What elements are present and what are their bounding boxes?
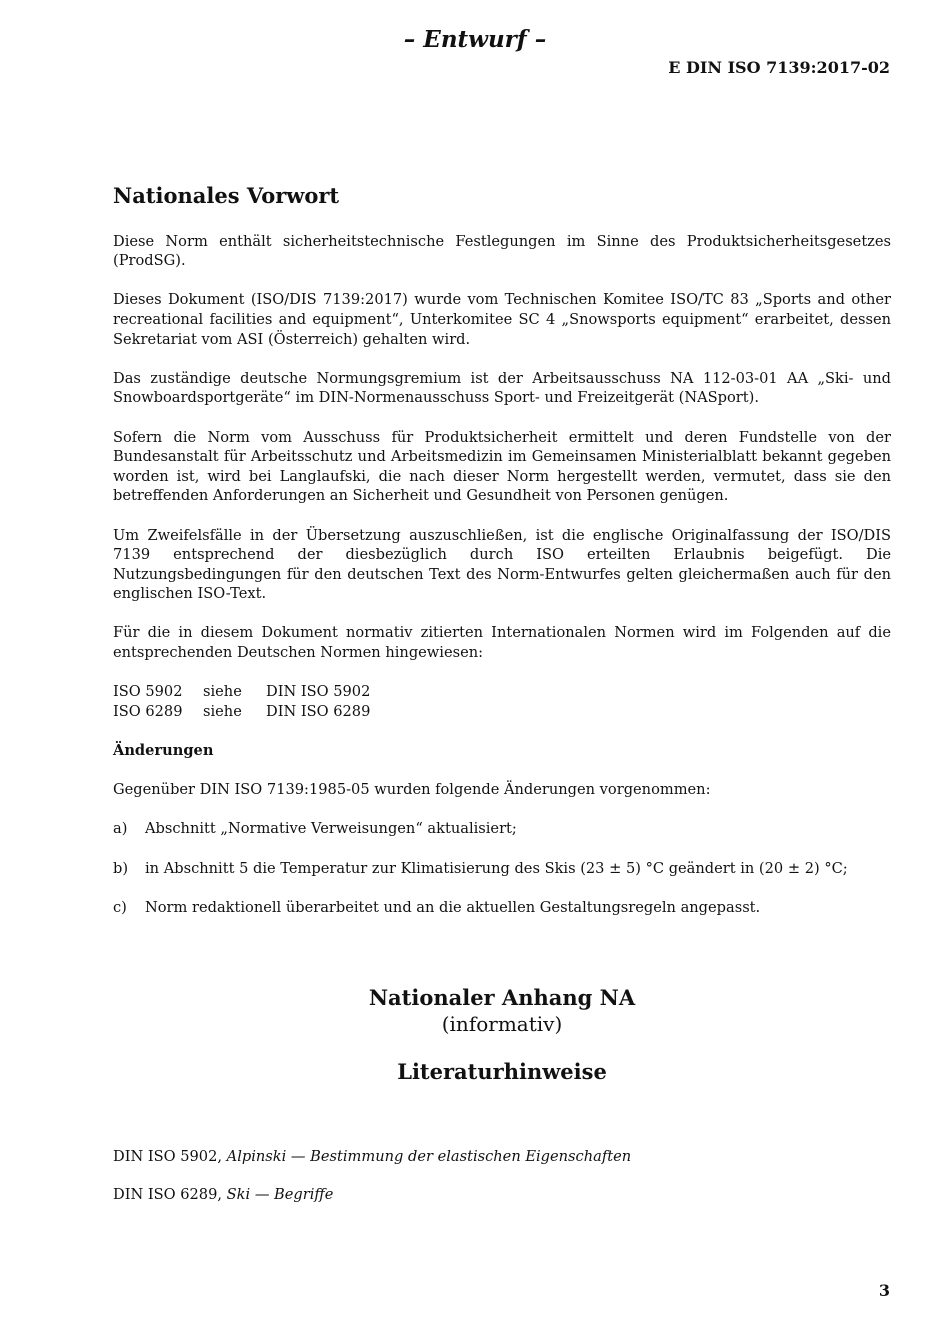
paragraph: Diese Norm enthält sicherheitstechnische Festlegungen im Sinne des Produktsicherheitsgesetzes (ProdSG). <box>113 232 891 270</box>
changes-intro: Gegenüber DIN ISO 7139:1985-05 wurden folgende Änderungen vorgenommen: <box>113 781 711 799</box>
paragraph: Das zuständige deutsche Normungsgremium ist der Arbeitsausschuss NA 112-03-01 AA „Ski- und Snowboardsportgeräte“ im DIN-Normenausschuss Sport- und Freizeitgerät (NASport). <box>113 369 891 407</box>
bibliography-ref: DIN ISO 6289, <box>113 1185 223 1203</box>
list-marker: b) <box>113 859 129 877</box>
annex-subtitle: (informativ) <box>441 1012 563 1036</box>
foreword-title: Nationales Vorwort <box>113 183 340 208</box>
list-marker: c) <box>113 898 127 916</box>
iso-ref: ISO 5902 <box>113 683 183 701</box>
paragraph: Sofern die Norm vom Ausschuss für Produktsicherheit ermittelt und deren Fundstelle von der Bundesanstalt für Arbeitsschutz und Arbeitsmedizin im Gemeinsamen Ministerialblatt bekannt gegeben worden ist, wird bei Langlaufski, die nach dieser Norm hergestellt werden, vermutet, dass sie den betreffenden Anforderungen an Sicherheit und Gesundheit von Personen genügen. <box>113 428 891 505</box>
list-text: in Abschnitt 5 die Temperatur zur Klimatisierung des Skis (23 ± 5) °C geändert in (20 ± 2) °C; <box>145 859 848 877</box>
annex-title: Nationaler Anhang NA <box>368 985 636 1010</box>
paragraph: Dieses Dokument (ISO/DIS 7139:2017) wurde vom Technischen Komitee ISO/TC 83 „Sports and other recreational facilities and equipment“, Unterkomitee SC 4 „Snowsports equipment“ erarbeitet, dessen Sekretariat vom ASI (Österreich) gehalten wird. <box>113 291 891 348</box>
draft-label: – Entwurf – <box>403 26 547 53</box>
bibliography-title: Ski — Begriffe <box>226 1185 334 1203</box>
see-label: siehe <box>203 702 242 720</box>
list-item <box>113 898 891 918</box>
page-number: 3 <box>878 1281 890 1300</box>
bibliography-entry <box>113 1147 631 1167</box>
iso-ref: ISO 6289 <box>113 702 183 720</box>
list-text: Abschnitt „Normative Verweisungen“ aktualisiert; <box>145 820 517 838</box>
table-row <box>113 702 370 722</box>
bibliography-ref: DIN ISO 5902, <box>113 1148 223 1165</box>
bibliography-heading: Literaturhinweise <box>397 1059 607 1084</box>
changes-title: Änderungen <box>113 742 214 760</box>
reference-table <box>113 682 370 721</box>
list-item <box>113 859 891 879</box>
bibliography-title: Alpinski — Bestimmung der elastischen Eigenschaften <box>226 1148 632 1165</box>
foreword-section <box>113 183 891 937</box>
table-row <box>113 682 370 702</box>
list-item <box>113 819 891 839</box>
document-id: E DIN ISO 7139:2017-02 <box>668 58 890 77</box>
annex-section <box>0 985 950 1085</box>
paragraph: Für die in diesem Dokument normativ zitierten Internationalen Normen wird im Folgenden auf die entsprechenden Deutschen Normen hingewiesen: <box>113 624 891 662</box>
list-text: Norm redaktionell überarbeitet und an die aktuellen Gestaltungsregeln angepasst. <box>145 898 761 916</box>
bibliography-entry <box>113 1185 631 1205</box>
bibliography-list <box>113 1147 631 1223</box>
din-ref: DIN ISO 6289 <box>266 702 371 720</box>
paragraph: Um Zweifelsfälle in der Übersetzung auszuschließen, ist die englische Originalfassung der ISO/DIS 7139 entsprechend der diesbezüglich durch ISO erteilten Erlaubnis beigefügt. Die Nutzungsbedingungen für den deutschen Text des Norm-Entwurfes gelten gleichermaßen auch für den englischen ISO-Text. <box>113 526 891 603</box>
din-ref: DIN ISO 5902 <box>266 683 371 701</box>
see-label: siehe <box>203 683 242 701</box>
list-marker: a) <box>113 820 128 838</box>
